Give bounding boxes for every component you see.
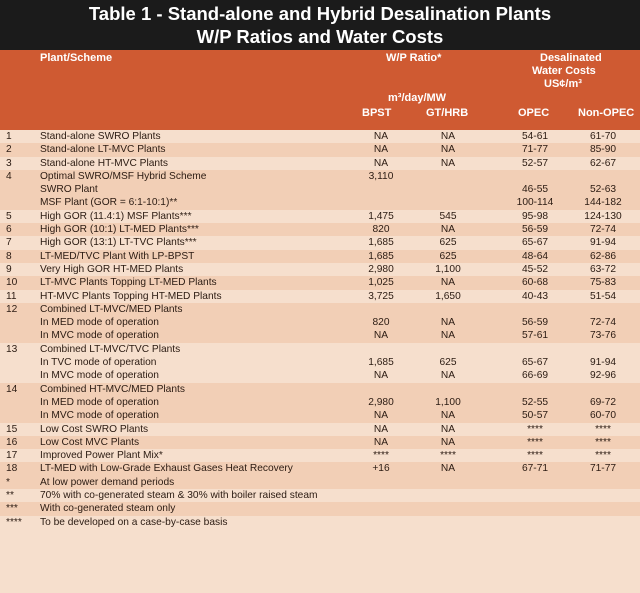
non-opec-cell: 144-182 <box>584 197 622 209</box>
row-number: 1 <box>6 131 12 142</box>
row-number: 17 <box>6 450 18 462</box>
header-plant-scheme: Plant/Scheme <box>40 52 113 64</box>
footnote-text: To be developed on a case-by-case basis <box>40 516 228 528</box>
bpst-cell: 1,025 <box>368 277 394 289</box>
bpst-cell: 820 <box>372 224 390 236</box>
plant-scheme-cell: Improved Power Plant Mix* <box>40 450 163 462</box>
plant-scheme-cell: Stand-alone SWRO Plants <box>40 131 161 142</box>
gt-hrb-cell: 625 <box>439 237 457 249</box>
footnote-text: With co-generated steam only <box>40 503 176 515</box>
plant-scheme-cell: In MVC mode of operation <box>40 370 159 382</box>
opec-cell: 57-61 <box>521 330 549 342</box>
plant-scheme-cell: Stand-alone HT-MVC Plants <box>40 157 168 169</box>
footnote-symbol: * <box>6 476 10 488</box>
footnote-text: At low power demand periods <box>40 476 175 488</box>
footnote-symbol: ** <box>6 490 14 502</box>
table-row <box>0 462 640 475</box>
table-row <box>0 423 640 436</box>
opec-cell: **** <box>527 436 543 448</box>
row-number: 10 <box>6 277 18 289</box>
plant-scheme-cell: In TVC mode of operation <box>40 357 157 369</box>
gt-hrb-cell: **** <box>440 450 456 462</box>
plant-scheme-cell: Low Cost SWRO Plants <box>40 423 149 435</box>
footnote-row <box>0 502 640 515</box>
opec-cell: 50-57 <box>521 410 549 422</box>
bpst-cell: 1,685 <box>368 357 394 369</box>
header-desalinated: Desalinated <box>540 52 602 64</box>
non-opec-cell: 75-83 <box>589 277 617 289</box>
table-row <box>0 329 640 342</box>
bpst-cell: 2,980 <box>368 396 394 408</box>
table-row <box>0 236 640 249</box>
opec-cell: 60-68 <box>521 277 549 289</box>
bpst-cell: 3,110 <box>368 170 394 182</box>
gt-hrb-cell: NA <box>440 423 456 435</box>
footnote-row <box>0 489 640 502</box>
non-opec-cell: 62-86 <box>589 250 617 262</box>
bpst-cell: 2,980 <box>368 263 394 275</box>
plant-scheme-cell: High GOR (10:1) LT-MED Plants*** <box>40 224 199 236</box>
gt-hrb-cell: NA <box>440 463 456 475</box>
opec-cell: 52-57 <box>521 157 549 169</box>
table-row <box>0 396 640 409</box>
table-row <box>0 183 640 196</box>
non-opec-cell: 63-72 <box>589 263 617 275</box>
plant-scheme-cell: Combined LT-MVC/TVC Plants <box>40 343 181 355</box>
table-row <box>0 449 640 462</box>
bpst-cell: NA <box>373 157 389 169</box>
row-number: 18 <box>6 463 18 475</box>
table-row <box>0 276 640 289</box>
opec-cell: 56-59 <box>521 317 549 329</box>
table-row <box>0 250 640 263</box>
row-number: 16 <box>6 436 18 448</box>
opec-cell: **** <box>527 423 543 435</box>
table-row <box>0 343 640 356</box>
non-opec-cell: 51-54 <box>589 290 617 302</box>
plant-scheme-cell: SWRO Plant <box>40 184 98 196</box>
header-opec: OPEC <box>518 107 550 119</box>
gt-hrb-cell: 545 <box>439 210 457 222</box>
plant-scheme-cell: Optimal SWRO/MSF Hybrid Scheme <box>40 170 207 182</box>
row-number: 11 <box>6 290 17 302</box>
non-opec-cell: 73-76 <box>589 330 617 342</box>
row-number: 4 <box>6 170 12 182</box>
non-opec-cell: 91-94 <box>589 237 617 249</box>
bpst-cell: 820 <box>372 317 390 329</box>
row-number: 6 <box>6 224 12 236</box>
table-row <box>0 157 640 170</box>
gt-hrb-cell: 1,100 <box>435 396 461 408</box>
gt-hrb-cell: NA <box>440 224 456 236</box>
bpst-cell: NA <box>373 330 389 342</box>
table-header <box>0 50 640 130</box>
title-line-2: W/P Ratios and Water Costs <box>196 26 444 47</box>
non-opec-cell: 69-72 <box>589 396 617 408</box>
opec-cell: 46-55 <box>521 184 549 196</box>
gt-hrb-cell: NA <box>440 330 456 342</box>
opec-cell: 66-69 <box>521 370 549 382</box>
header-water-costs: Water Costs <box>532 65 596 77</box>
opec-cell: 56-59 <box>521 224 549 236</box>
non-opec-cell: 85-90 <box>589 144 617 156</box>
header-bpst: BPST <box>362 107 392 119</box>
row-number: 14 <box>6 383 18 395</box>
plant-scheme-cell: In MVC mode of operation <box>40 410 159 422</box>
plant-scheme-cell: In MED mode of operation <box>40 396 159 408</box>
row-number: 9 <box>6 263 12 275</box>
table-row <box>0 409 640 422</box>
row-number: 3 <box>6 157 12 169</box>
table-row <box>0 303 640 316</box>
gt-hrb-cell: NA <box>440 317 456 329</box>
bpst-cell: NA <box>373 131 389 142</box>
bpst-cell: NA <box>373 423 389 435</box>
bpst-cell: NA <box>373 144 389 156</box>
non-opec-cell: 72-74 <box>589 317 617 329</box>
table-row <box>0 436 640 449</box>
non-opec-cell: 52-63 <box>589 184 617 196</box>
plant-scheme-cell: LT-MED/TVC Plant With LP-BPST <box>40 250 195 262</box>
opec-cell: 45-52 <box>521 263 549 275</box>
row-number: 15 <box>6 423 18 435</box>
opec-cell: 65-67 <box>521 237 549 249</box>
bpst-cell: **** <box>373 450 389 462</box>
table-row <box>0 210 640 223</box>
opec-cell: 67-71 <box>521 463 549 475</box>
plant-scheme-cell: High GOR (11.4:1) MSF Plants*** <box>40 210 192 222</box>
plant-scheme-cell: LT-MED with Low-Grade Exhaust Gases Heat Recovery <box>40 463 293 475</box>
table-row <box>0 130 640 143</box>
table-row <box>0 356 640 369</box>
bpst-cell: NA <box>373 370 389 382</box>
non-opec-cell: 61-70 <box>589 131 617 142</box>
plant-scheme-cell: HT-MVC Plants Topping HT-MED Plants <box>40 290 222 302</box>
plant-scheme-cell: In MED mode of operation <box>40 317 159 329</box>
opec-cell: 65-67 <box>521 357 549 369</box>
opec-cell: 40-43 <box>521 290 549 302</box>
row-number: 5 <box>6 210 12 222</box>
table-row <box>0 290 640 303</box>
table-row <box>0 196 640 209</box>
bpst-cell: NA <box>373 436 389 448</box>
row-number: 12 <box>6 303 18 315</box>
opec-cell: 71-77 <box>521 144 549 156</box>
opec-cell: 52-55 <box>521 396 549 408</box>
gt-hrb-cell: 1,650 <box>435 290 461 302</box>
gt-hrb-cell: NA <box>440 131 456 142</box>
bpst-cell: 3,725 <box>368 290 394 302</box>
header-non-opec: Non-OPEC <box>578 107 635 119</box>
row-number: 8 <box>6 250 12 262</box>
table-row <box>0 170 640 183</box>
header-ratio-units: m³/day/MW <box>388 92 447 104</box>
opec-cell: 100-114 <box>516 197 554 209</box>
row-number: 2 <box>6 144 12 156</box>
non-opec-cell: **** <box>595 450 611 462</box>
non-opec-cell: 71-77 <box>589 463 617 475</box>
non-opec-cell: 60-70 <box>589 410 617 422</box>
plant-scheme-cell: Combined LT-MVC/MED Plants <box>40 303 183 315</box>
table-row <box>0 383 640 396</box>
row-number: 13 <box>6 343 18 355</box>
table-title <box>0 0 640 50</box>
gt-hrb-cell: NA <box>440 370 456 382</box>
bpst-cell: 1,685 <box>368 250 394 262</box>
opec-cell: 54-61 <box>521 131 549 142</box>
footnote-symbol: *** <box>6 503 18 515</box>
table-row <box>0 369 640 382</box>
table-row <box>0 223 640 236</box>
plant-scheme-cell: LT-MVC Plants Topping LT-MED Plants <box>40 277 217 289</box>
footnote-symbol: **** <box>6 516 22 528</box>
title-line-1: Table 1 - Stand-alone and Hybrid Desalination Plants <box>88 3 552 24</box>
gt-hrb-cell: NA <box>440 436 456 448</box>
header-wp-ratio: W/P Ratio* <box>386 52 442 64</box>
table-row <box>0 263 640 276</box>
header-cost-units: US¢/m³ <box>544 78 582 90</box>
plant-scheme-cell: Combined HT-MVC/MED Plants <box>40 383 185 395</box>
footnote-text: 70% with co-generated steam & 30% with boiler raised steam <box>40 490 318 502</box>
plant-scheme-cell: Very High GOR HT-MED Plants <box>40 263 184 275</box>
gt-hrb-cell: 1,100 <box>435 263 461 275</box>
plant-scheme-cell: MSF Plant (GOR = 6:1-10:1)** <box>40 197 178 209</box>
non-opec-cell: **** <box>595 436 611 448</box>
opec-cell: 95-98 <box>521 210 549 222</box>
gt-hrb-cell: NA <box>440 157 456 169</box>
plant-scheme-cell: Stand-alone LT-MVC Plants <box>40 144 166 156</box>
non-opec-cell: 72-74 <box>589 224 617 236</box>
table-row <box>0 316 640 329</box>
non-opec-cell: 124-130 <box>584 210 622 222</box>
bpst-cell: 1,475 <box>368 210 394 222</box>
table-body <box>0 130 640 529</box>
gt-hrb-cell: 625 <box>439 357 457 369</box>
gt-hrb-cell: NA <box>440 277 456 289</box>
non-opec-cell: **** <box>595 423 611 435</box>
non-opec-cell: 62-67 <box>589 157 617 169</box>
opec-cell: 48-64 <box>521 250 549 262</box>
bpst-cell: NA <box>373 410 389 422</box>
gt-hrb-cell: NA <box>440 410 456 422</box>
header-gt-hrb: GT/HRB <box>426 107 469 119</box>
bpst-cell: +16 <box>372 463 390 475</box>
gt-hrb-cell: NA <box>440 144 456 156</box>
non-opec-cell: 92-96 <box>589 370 617 382</box>
gt-hrb-cell: 625 <box>439 250 457 262</box>
footnote-row <box>0 516 640 529</box>
bpst-cell: 1,685 <box>368 237 394 249</box>
plant-scheme-cell: High GOR (13:1) LT-TVC Plants*** <box>40 237 197 249</box>
opec-cell: **** <box>527 450 543 462</box>
plant-scheme-cell: In MVC mode of operation <box>40 330 159 342</box>
table-row <box>0 143 640 156</box>
row-number: 7 <box>6 237 12 249</box>
non-opec-cell: 91-94 <box>589 357 617 369</box>
footnote-row <box>0 476 640 489</box>
plant-scheme-cell: Low Cost MVC Plants <box>40 436 140 448</box>
